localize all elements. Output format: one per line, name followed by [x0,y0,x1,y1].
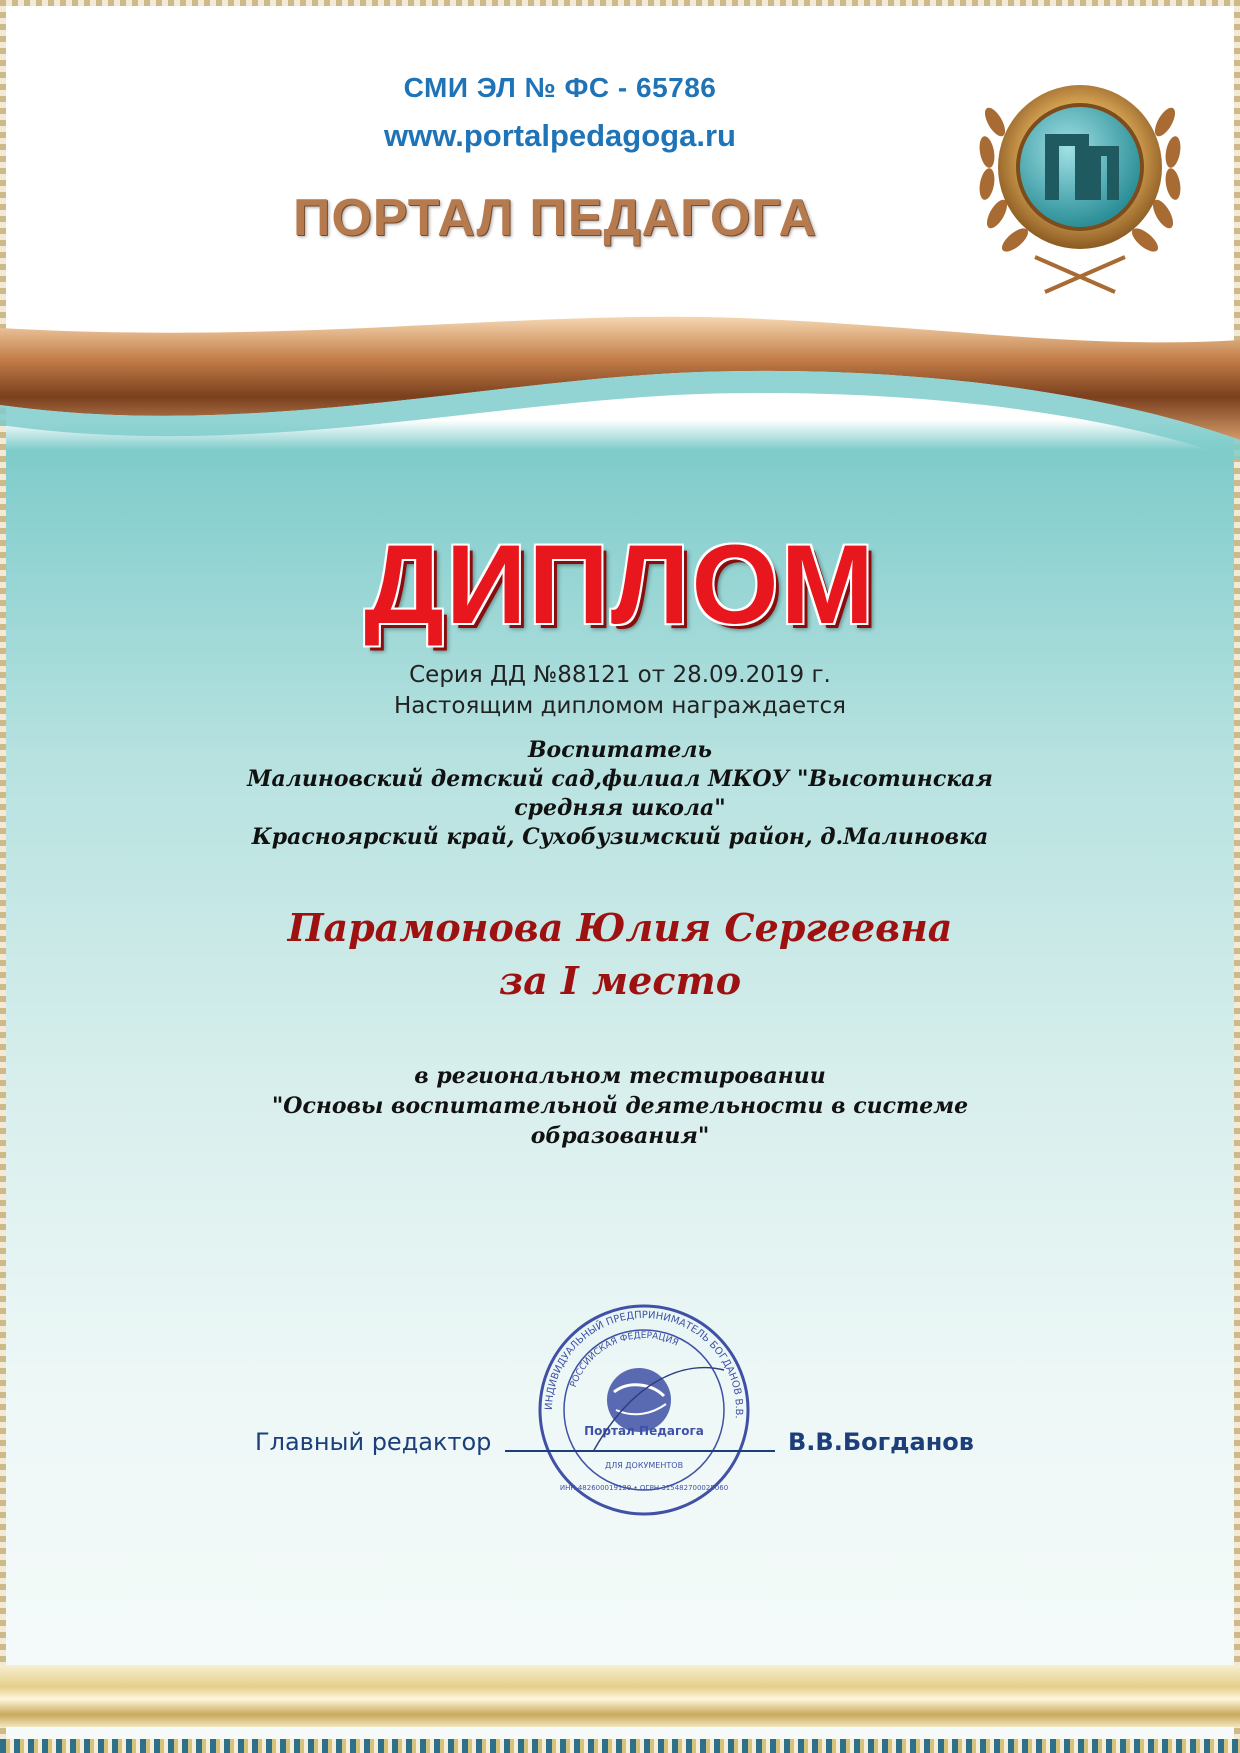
awarded-text: Настоящим дипломом награждается [393,693,846,719]
recipient-place: за I место [498,958,742,1003]
recipient-full-name: Парамонова Юлия Сергеевна [287,905,953,950]
recipient-organization-line2: средняя школа" [514,795,726,821]
diploma-series: Серия ДД №88121 от 28.09.2019 г. [409,662,831,688]
event-line1: в региональном тестировании [414,1063,826,1089]
recipient-organization-line1: Малиновский детский сад,филиал МКОУ "Высотинская [247,766,993,792]
media-registration: СМИ ЭЛ № ФС - 65786 [403,72,717,103]
event-line2: "Основы воспитательной деятельности в системе [271,1093,969,1119]
gold-footer-band [0,1665,1240,1727]
site-url: www.portalpedagoga.ru [384,118,736,153]
signature-line [505,1450,775,1452]
stamp-outer-text: ИНДИВИДУАЛЬНЫЙ ПРЕДПРИНИМАТЕЛЬ БОГДАНОВ В.В. [543,1309,745,1420]
diploma-title: ДИПЛОМ [364,522,876,647]
ornamental-border-top [0,0,1240,6]
ornamental-border-right [1234,0,1240,1753]
stamp-bottom-text: ДЛЯ ДОКУМЕНТОВ [604,1461,684,1470]
recipient-position: Воспитатель [527,737,713,763]
stamp-ids-text: ИНН 482600019129 • ОГРН 315482700025060 [559,1484,729,1492]
stamp-center-text: Портал Педагога [584,1424,704,1438]
portal-monogram-laurel-icon [975,62,1185,302]
recipient-location: Красноярский край, Сухобузимский район, д.Малиновка [251,824,989,850]
bronze-wave-ribbon [0,310,1240,490]
ornamental-border-left [0,0,6,1753]
ornamental-border-bottom [0,1739,1240,1753]
signature-label: Главный редактор [255,1428,492,1456]
stamp-inner-text: РОССИЙСКАЯ ФЕДЕРАЦИЯ [568,1330,680,1389]
official-stamp [534,1300,754,1520]
signer-name: В.В.Богданов [788,1428,974,1456]
portal-name: ПОРТАЛ ПЕДАГОГА [292,189,818,247]
event-line3: образования" [530,1123,710,1149]
